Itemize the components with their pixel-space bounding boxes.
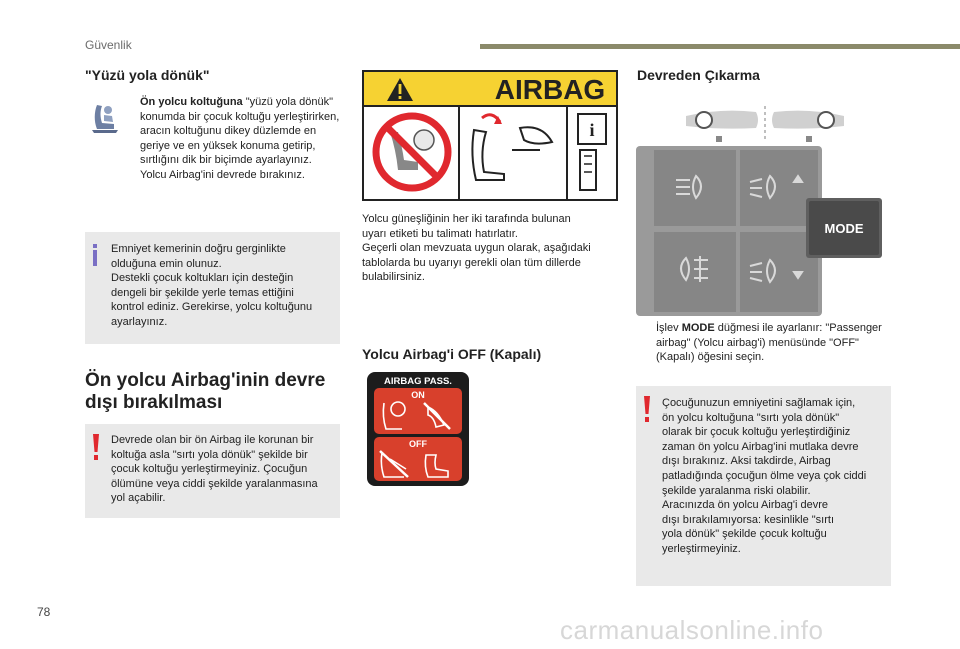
warning-note-line: ön yolcu koltuğuna "sırtı yola dönük" xyxy=(662,411,840,424)
airbag-pass-indicator xyxy=(366,371,470,487)
info-note-line: olduğuna emin olunuz. xyxy=(111,257,222,270)
airbag-label-title: AIRBAG xyxy=(494,74,606,105)
label-description-line: Geçerli olan mevzuata uygun olarak, aşağıdaki xyxy=(362,242,591,255)
mode-button[interactable] xyxy=(806,198,882,258)
section-title-line: Ön yolcu Airbag'inin devre xyxy=(85,370,326,391)
warning-note-line: şekilde yaralanma riski olabilir. xyxy=(662,484,811,497)
warning-note-line: koltuğa asla "sırtı yola dönük" şekilde bir xyxy=(111,448,308,461)
step-mode-bold: MODE xyxy=(681,322,715,334)
mode-button-label: MODE xyxy=(824,221,864,236)
warning-note-line: yola dönük" şekilde çocuk koltuğu xyxy=(662,528,827,541)
warning-note-line: patladığında çocuğun ölme veya çok ciddi xyxy=(662,469,867,482)
step-instruction-paragraph xyxy=(656,321,886,365)
right-hand-drive-icon xyxy=(772,111,844,142)
section-title-disable: Devreden Çıkarma xyxy=(637,67,760,83)
info-note-line: kontrol ediniz. Gerekirse, yolcu koltuğunu xyxy=(111,301,313,314)
info-note-line: Destekli çocuk koltukları için desteğin xyxy=(111,272,294,285)
control-switch-panel xyxy=(636,146,822,316)
airbag-warning-label xyxy=(362,70,618,201)
warning-note-line: zaman ön yolcu Airbag'ini mutlaka devre xyxy=(662,440,859,453)
child-seat-icon xyxy=(88,102,122,136)
warning-note-line: dışı bırakılamıyorsa: kesinlikle "sırtı xyxy=(662,513,835,526)
warning-note-line: yerleştirmeyiniz. xyxy=(662,542,741,555)
label-description-line: Yolcu güneşliğinin her iki tarafında bulunan xyxy=(362,213,571,225)
section-title-deactivation xyxy=(85,370,345,414)
warning-icon xyxy=(643,396,651,422)
label-description-line: uyarı etiketi bu talimatı hatırlatır. xyxy=(362,227,518,240)
step-prefix: İşlev xyxy=(656,322,682,334)
warning-note-line: Devrede olan bir ön Airbag ile korunan bir xyxy=(111,434,314,446)
warning-note-line: çocuk koltuğu yerleştirmeyiniz. Çocuğun xyxy=(111,463,308,476)
svg-text:i: i xyxy=(589,120,595,140)
airbag-pass-header: AIRBAG PASS. xyxy=(384,376,452,387)
warning-note-text xyxy=(111,433,336,506)
warning-note-line: Aracınızda ön yolcu Airbag'i devre xyxy=(662,499,828,512)
warning-note-line: yol açabilir. xyxy=(111,492,166,505)
left-hand-drive-icon xyxy=(686,111,758,142)
airbag-pass-on: ON xyxy=(411,390,425,400)
warning-note-box xyxy=(636,386,891,586)
watermark-text: carmanualsonline.info xyxy=(560,615,824,645)
info-icon xyxy=(92,244,98,266)
info-note-line: dengeli bir şekilde yerle temas ettiğini xyxy=(111,286,294,299)
info-note-line: ayarlayınız. xyxy=(111,315,168,328)
section-title-forward-facing: "Yüzü yola dönük" xyxy=(85,67,210,83)
airbag-pass-off: OFF xyxy=(409,439,427,449)
label-description-paragraph xyxy=(362,212,620,285)
info-note-box xyxy=(85,232,340,344)
warning-note-line: olarak bir çocuk koltuğu yerleştirdiğiniz xyxy=(662,426,851,439)
info-note-line: Emniyet kemerinin doğru gerginlikte xyxy=(111,243,286,255)
step-text: düğmesi ile ayarlanır: "Passenger airbag" (Yolcu airbag'i) menüsünde "OFF" (Kapalı) öğesini seçin. xyxy=(656,322,882,364)
steering-position-icons xyxy=(680,102,850,144)
warning-note-line: dışı bırakınız. Aksi takdirde, Airbag xyxy=(662,455,831,468)
seat-instruction-bold: Ön yolcu koltuğuna xyxy=(140,96,243,108)
section-title-airbag-off: Yolcu Airbag'i OFF (Kapalı) xyxy=(362,346,542,362)
warning-note-box xyxy=(85,424,340,518)
prohibition-icon xyxy=(376,116,448,188)
warning-icon xyxy=(92,434,100,460)
warning-note-line: Çocuğunuzun emniyetini sağlamak için, xyxy=(662,397,856,409)
label-description-line: tablolarda bu uyarıyı gerekli olan tüm dillerde xyxy=(362,256,581,269)
seat-instruction-text: "yüzü yola dönük" konumda bir çocuk koltuğu yerleştirirken, aracın koltuğunu dikey düzlemde en geriye ve en yüksek konuma getirip, sırtlığını dik bir biçimde ayarlayınız. Yolcu Airbag'ini devrede bırakınız. xyxy=(140,96,340,181)
warning-note-line: ölümüne veya ciddi şekilde yaralanmasına xyxy=(111,477,318,490)
header-bar xyxy=(480,44,960,49)
info-note-text xyxy=(111,242,333,330)
section-label: Güvenlik xyxy=(85,38,132,52)
seat-instruction-paragraph xyxy=(140,95,340,183)
section-title-line: dışı bırakılması xyxy=(85,392,223,413)
warning-note-text xyxy=(662,396,886,557)
page-number: 78 xyxy=(37,605,51,619)
label-description-line: bulabilirsiniz. xyxy=(362,271,425,284)
